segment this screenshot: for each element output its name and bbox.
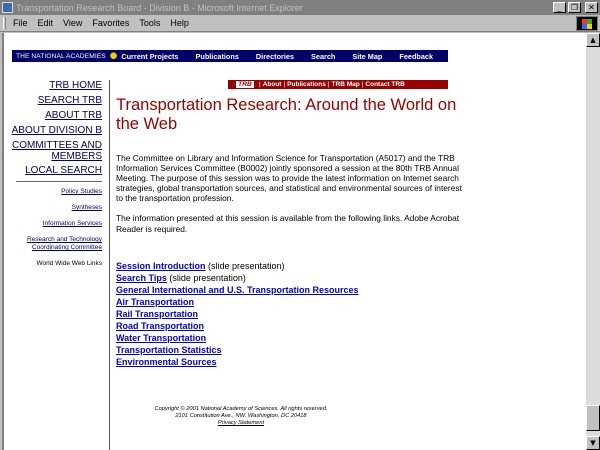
resource-links [116,260,466,368]
link-note: (slide presentation) [205,260,285,271]
sidebar-search-trb[interactable]: SEARCH TRB [37,95,102,106]
menu-file[interactable]: File [13,18,28,28]
trb-logo[interactable]: TRB [238,81,252,88]
list-item [116,272,466,284]
sidebar-vertical-rule [109,80,110,450]
sidebar-divider [16,181,102,182]
link-road-transportation[interactable]: Road Transportation [116,320,205,331]
scroll-up-icon[interactable]: ▲ [586,33,600,47]
window-title: Transportation Research Board - Division B - Microsoft Internet Explorer [16,2,303,13]
sidebar-trb-home[interactable]: TRB HOME [49,80,102,91]
intro-paragraph: The Committee on Library and Information Science for Transportation (A5017) and the TRB Information Services Committee (B0002) jointly sponsored a session at the 80th TRB Annual Meeting. The purpose of this session was to provide the latest information on Internet search strategies, global transportation sources, and statistical and environmental sources of interest to the transportation profession. [116,153,462,204]
minimize-button[interactable]: _ [553,2,566,13]
window-titlebar [0,0,600,15]
sidebar-policy-studies[interactable]: Policy Studies [61,188,102,195]
sidebar-research-technology-committee[interactable]: Research and Technology Coordinating Committee [26,236,102,251]
subnav-trb-map[interactable]: TRB Map [331,81,360,88]
menu-bar [0,15,600,32]
separator: | [283,81,286,88]
nav-current-projects[interactable]: Current Projects [121,51,179,61]
list-item [116,296,466,308]
sidebar-about-division-b[interactable]: ABOUT DIVISION B [11,125,102,136]
separator: | [327,81,330,88]
link-transportation-statistics[interactable]: Transportation Statistics [116,344,222,355]
trb-sub-nav [228,80,448,89]
windows-logo-icon [576,16,598,31]
separator: | [258,81,261,88]
link-air-transportation[interactable]: Air Transportation [116,296,195,307]
page-viewport [2,33,586,450]
sidebar-current-page: World Wide Web Links [36,260,102,267]
sidebar-information-services[interactable]: Information Services [42,220,102,227]
menu-help[interactable]: Help [170,18,189,28]
close-button[interactable]: ✕ [585,2,598,13]
nav-publications[interactable]: Publications [195,51,239,61]
nav-site-map[interactable]: Site Map [352,51,383,61]
availability-paragraph: The information presented at this session is available from the following links. Adobe Acrobat Reader is required. [116,213,460,234]
list-item [116,332,466,344]
main-content [116,96,466,368]
privacy-statement-link[interactable]: Privacy Statement [217,420,265,426]
separator: | [361,81,364,88]
list-item [116,344,466,356]
link-note: (slide presentation) [166,272,246,283]
subnav-contact-trb[interactable]: Contact TRB [365,81,405,88]
page-footer [116,406,366,427]
link-rail-transportation[interactable]: Rail Transportation [116,308,199,319]
sidebar-syntheses[interactable]: Syntheses [71,204,102,211]
page-title: Transportation Research: Around the World on the Web [116,96,457,133]
scroll-thumb[interactable] [586,405,600,431]
link-environmental-sources[interactable]: Environmental Sources [116,356,217,367]
nav-feedback[interactable]: Feedback [399,51,434,61]
link-search-tips[interactable]: Search Tips [116,272,167,283]
list-item [116,308,466,320]
menu-edit[interactable]: Edit [37,18,54,28]
national-academies-logo[interactable]: THE NATIONAL ACADEMIES [16,52,106,60]
menu-view[interactable]: View [63,18,83,28]
menu-tools[interactable]: Tools [139,18,161,28]
list-item [116,356,466,368]
star-icon: ✺ [109,50,118,61]
vertical-scrollbar[interactable] [586,33,600,450]
address-text: 2101 Constitution Ave., NW. Washington, DC 20418 [175,413,307,419]
subnav-about[interactable]: About [262,81,282,88]
left-sidebar [4,80,102,276]
menu-favorites[interactable]: Favorites [92,18,130,28]
link-water-transportation[interactable]: Water Transportation [116,332,207,343]
subnav-publications[interactable]: Publications [287,81,326,88]
sidebar-committees-and-members[interactable]: COMMITTEES AND MEMBERS [11,140,102,162]
sidebar-local-search[interactable]: LOCAL SEARCH [25,165,102,176]
scroll-down-icon[interactable]: ▼ [586,436,600,450]
list-item [116,320,466,332]
link-session-introduction[interactable]: Session Introduction [116,260,206,271]
list-item [116,284,466,296]
copyright-text: Copyright © 2001 National Academy of Sciences. All rights reserved. [154,406,328,412]
ie-app-icon [2,2,13,13]
link-general-resources[interactable]: General International and U.S. Transportation Resources [116,284,359,295]
nav-search[interactable]: Search [311,51,336,61]
toolbar-grip[interactable] [3,17,6,29]
sidebar-about-trb[interactable]: ABOUT TRB [45,110,102,121]
nav-directories[interactable]: Directories [255,51,295,61]
list-item [116,260,466,272]
maximize-button[interactable]: ❐ [568,2,581,13]
top-nav-bar [12,50,448,62]
